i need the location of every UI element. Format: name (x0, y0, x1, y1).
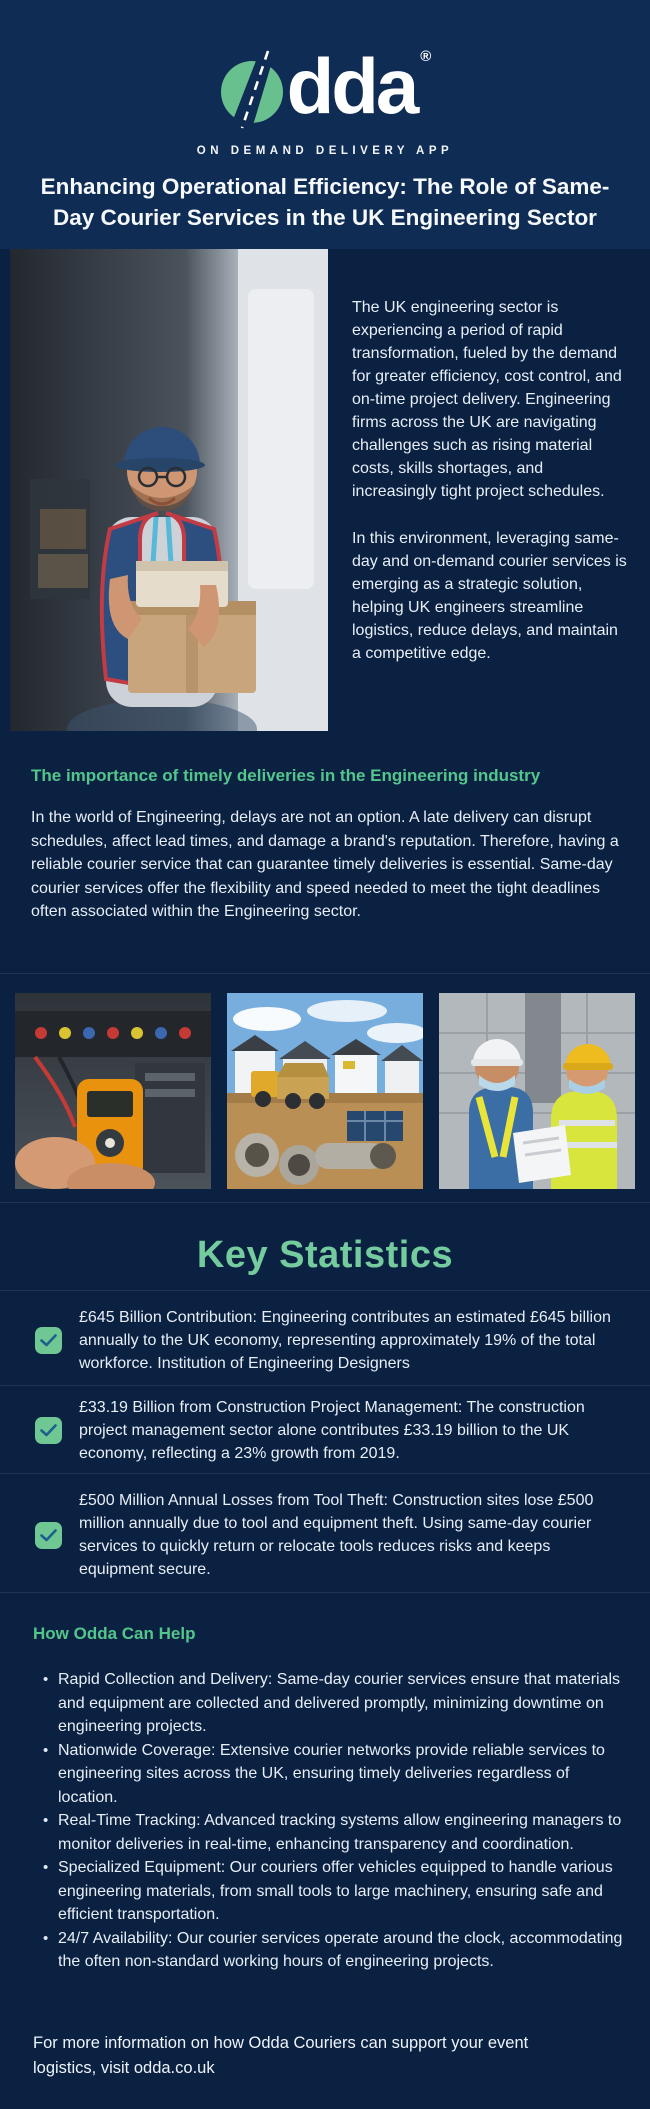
row-divider (0, 1473, 650, 1474)
help-bullet-list (40, 1668, 628, 1974)
header (0, 0, 650, 249)
footer-note: For more information on how Odda Couriers can support your event logistics, visit odda.co.uk (33, 2034, 529, 2077)
importance-heading: The importance of timely deliveries in the Engineering industry (31, 766, 541, 785)
importance-paragraph: In the world of Engineering, delays are not an option. A late delivery can disrupt schedules, affect lead times, and damage a brand's reputation. Therefore, having a reliable courier service that can guarantee timely deliveries is essential. Same-day courier services offer the flexibility and speed needed to meet the tight deadlines often associated within the Engineering sector. (31, 809, 619, 920)
intro-paragraph-1: The UK engineering sector is experiencing a period of rapid transformation, fueled by the demand for greater efficiency, cost control, and on-time project delivery. Engineering firms across the UK are navigating challenges such as rising material costs, skills shortages, and increasingly tight project schedules. (352, 299, 622, 500)
stat-row (35, 1486, 615, 1584)
registered-mark: ® (420, 48, 432, 65)
list-item: • Specialized Equipment: Our couriers offer vehicles equipped to handle various engineering materials, from small tools to large machinery, ensuring safe and efficient transportation. (40, 1856, 628, 1927)
photo-construction-site (227, 993, 423, 1189)
page-title: Enhancing Operational Efficiency: The Role of Same-Day Courier Services in the UK Engineering Sector (40, 174, 610, 230)
list-item: • 24/7 Availability: Our courier services operate around the clock, accommodating the often non-standard working hours of engineering projects. (40, 1927, 628, 1974)
photo-engineers-reviewing-plans (439, 993, 635, 1189)
checkmark-icon (35, 1417, 62, 1444)
stat-text: £500 Million Annual Losses from Tool Theft: Construction sites lose £500 million annually due to tool and equipment theft. Using same-day courier services to quickly return or relocate tools reduces risks and keeps equipment secure. (79, 1492, 594, 1578)
intro-paragraph-2: In this environment, leveraging same-day and on-demand courier services is emerging as a strategic solution, helping UK engineers streamline logistics, reduce delays, and maintain a competitive edge. (352, 530, 627, 662)
stat-row (35, 1300, 615, 1380)
list-item: • Rapid Collection and Delivery: Same-day courier services ensure that materials and equipment are collected and delivered promptly, minimizing downtime on engineering projects. (40, 1668, 628, 1739)
checkmark-icon (35, 1522, 62, 1549)
odda-logo (0, 42, 650, 132)
key-statistics-title: Key Statistics (196, 1234, 454, 1276)
section-divider (0, 1202, 650, 1203)
row-divider (0, 1385, 650, 1386)
row-divider (0, 1592, 650, 1593)
logo-tagline: ON DEMAND DELIVERY APP (196, 145, 454, 157)
road-in-circle-logo-icon (219, 46, 285, 132)
list-item: • Real-Time Tracking: Advanced tracking systems allow engineering managers to monitor deliveries in real-time, enhancing transparency and coordination. (40, 1809, 628, 1856)
checkmark-icon (35, 1327, 62, 1354)
photo-courier-holding-packages (10, 249, 328, 731)
list-item: • Nationwide Coverage: Extensive courier networks provide reliable services to engineering sites across the UK, ensuring timely deliveries regardless of location. (40, 1739, 628, 1810)
photo-electrician-testing-panel (15, 993, 211, 1189)
stat-text: £645 Billion Contribution: Engineering contributes an estimated £645 billion annually to the UK economy, representing approximately 19% of the total workforce. Institution of Engineering Designers (79, 1308, 611, 1372)
how-odda-can-help-heading: How Odda Can Help (33, 1624, 196, 1643)
stat-text: £33.19 Billion from Construction Project Management: The construction project management sector alone contributes £33.19 billion to the UK economy, reflecting a 23% growth from 2019. (79, 1398, 585, 1462)
section-divider (0, 973, 650, 974)
section-divider (0, 1290, 650, 1291)
stat-row (35, 1394, 615, 1466)
intro-text-column (352, 296, 630, 665)
logo-wordmark: dda (286, 42, 417, 130)
